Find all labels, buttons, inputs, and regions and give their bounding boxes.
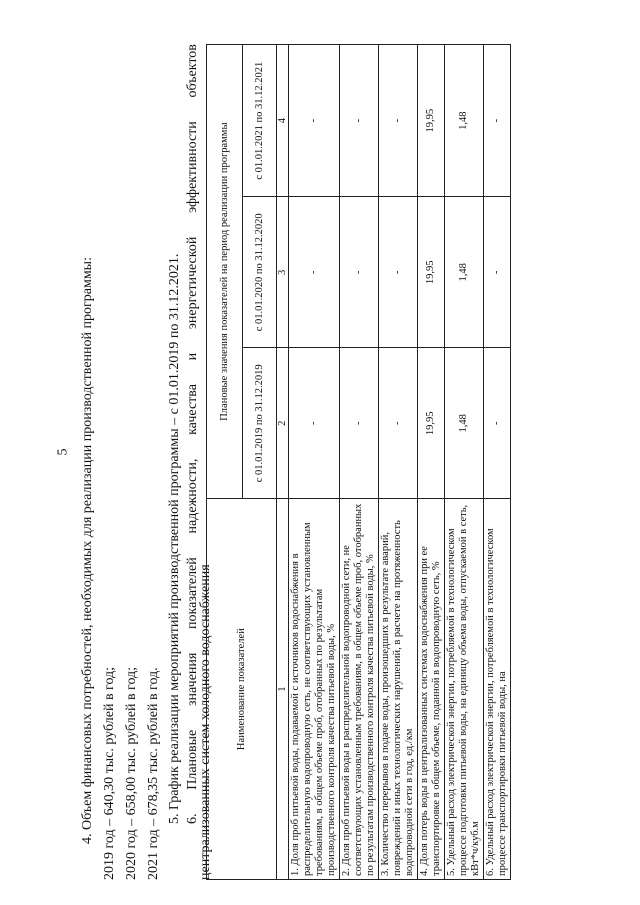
- value-2019: 19,95: [418, 348, 445, 499]
- value-2021: -: [340, 45, 379, 197]
- value-2020: 1,48: [445, 197, 484, 348]
- header-period-2019: с 01.01.2019 по 31.12.2019: [243, 348, 277, 499]
- indicator-name: 2. Доля проб питьевой воды в распределительной водопроводной сети, не соответствующих установленным требованиям, в общем объеме проб, отобранных по результатам производственного контроля качества питьевой воды, %: [340, 499, 379, 880]
- indicator-name: 1. Доля проб питьевой воды, подаваемой с источников водоснабжения в распределительную водопроводную сеть, не соответствующих установленным требованиям, в общем объеме проб, отобранных по результатам производственного контроля качества питьевой воды, %: [289, 499, 340, 880]
- item6-word: 6.: [185, 813, 200, 824]
- table-row: [289, 45, 340, 880]
- table-row: [418, 45, 445, 880]
- value-2020: -: [379, 197, 418, 348]
- item6-word: Плановые: [185, 729, 200, 790]
- item4-heading: 4. Объем финансовых потребностей, необходимых для реализации производственной программы:: [80, 257, 95, 844]
- value-2021: -: [379, 45, 418, 197]
- value-2020: 19,95: [418, 197, 445, 348]
- value-2020: -: [484, 197, 511, 348]
- column-number: 3: [277, 197, 289, 348]
- value-2020: -: [340, 197, 379, 348]
- value-2019: -: [379, 348, 418, 499]
- value-2019: 1,48: [445, 348, 484, 499]
- indicator-name: 4. Доля потерь воды в централизованных системах водоснабжения при ее транспортировке в общем объеме, поданной в водопроводную сеть, %: [418, 499, 445, 880]
- item6-word: показателей: [185, 557, 200, 629]
- indicator-name: 6. Удельный расход электрической энергии, потребляемой в технологическом процессе транспортировки питьевой воды, на: [484, 499, 511, 880]
- table-row: [484, 45, 511, 880]
- item6-word: и: [185, 352, 200, 361]
- item6-word: надежности,: [185, 458, 200, 534]
- value-2019: -: [484, 348, 511, 499]
- rotated-page-content: [80, 40, 610, 880]
- item6-word: значения: [185, 652, 200, 707]
- value-2021: 1,48: [445, 45, 484, 197]
- header-period-2021: с 01.01.2021 по 31.12.2021: [243, 45, 277, 197]
- indicators-table: [206, 44, 511, 880]
- item4-line-2020: 2020 год – 658,00 тыс. рублей в год;: [124, 666, 139, 880]
- header-indicator-name: Наименование показателей: [207, 499, 277, 880]
- column-number: 4: [277, 45, 289, 197]
- table-row: [379, 45, 418, 880]
- column-number: 1: [277, 499, 289, 880]
- item4-line-2019: 2019 год – 640,30 тыс. рублей в год;: [102, 666, 117, 880]
- value-2021: 19,95: [418, 45, 445, 197]
- column-number: 2: [277, 348, 289, 499]
- table-row: [340, 45, 379, 880]
- value-2020: -: [289, 197, 340, 348]
- header-planned-values: Плановые значения показателей на период реализации программы: [207, 45, 243, 499]
- value-2021: -: [289, 45, 340, 197]
- page-number: 5: [55, 448, 71, 456]
- item6-line2: централизованных систем холодного водоснабжения: [198, 564, 213, 880]
- indicator-name: 3. Количество перерывов в подаче воды, произошедших в результате аварий, повреждений и иных технологических нарушений, в расчете на протяженность водопроводной сети в год, ед./км: [379, 499, 418, 880]
- item6-word: эффективности: [185, 121, 200, 213]
- item5-text: 5. График реализации мероприятий производственной программы – с 01.01.2019 по 31.12.2021.: [167, 253, 182, 824]
- value-2019: -: [289, 348, 340, 499]
- item4-line-2021: 2021 год – 678,35 тыс. рублей в год.: [146, 667, 161, 880]
- item6-word: объектов: [185, 44, 200, 98]
- value-2019: -: [340, 348, 379, 499]
- header-period-2020: с 01.01.2020 по 31.12.2020: [243, 197, 277, 348]
- item6-word: энергетической: [185, 236, 200, 330]
- indicator-name: 5. Удельный расход электрической энергии, потребляемой в технологическом процессе подготовки питьевой воды, на единицу объема воды, отпускаемой в сеть, кВт*ч/куб.м: [445, 499, 484, 880]
- value-2021: -: [484, 45, 511, 197]
- item6-word: качества: [185, 384, 200, 435]
- table-row: [445, 45, 484, 880]
